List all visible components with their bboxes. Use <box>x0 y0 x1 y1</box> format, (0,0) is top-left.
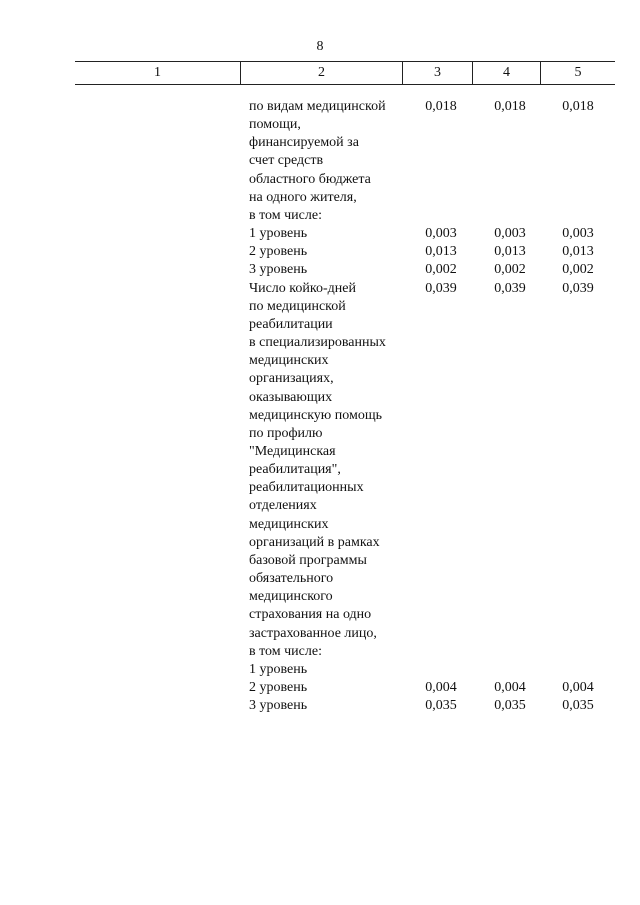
row-label: 1 уровень <box>249 226 308 242</box>
row-value-col-3: 0,004 <box>425 680 457 695</box>
table-row <box>249 243 619 261</box>
table-body <box>249 98 619 715</box>
table-row <box>249 679 619 697</box>
row-value-col-4: 0,013 <box>494 244 526 260</box>
row-value-col-4: 0,035 <box>494 698 526 714</box>
row-label: 2 уровень <box>249 244 308 260</box>
row-label: 3 уровень <box>249 262 308 278</box>
row-value-col-5: 0,002 <box>562 262 594 278</box>
row-value-col-4: 0,003 <box>494 226 526 242</box>
table-row <box>249 280 619 661</box>
header-col-3: 3 <box>403 62 473 84</box>
header-col-2: 2 <box>241 62 403 84</box>
row-value-col-4: 0,004 <box>494 680 526 695</box>
row-label: 1 уровень <box>249 661 308 677</box>
header-col-5: 5 <box>574 65 582 80</box>
row-label: Число койко-дней по медицинской реабилитации в специализированных медицинских организациях, оказывающих медицинскую помощь по профилю "Медицинская реабилитация", реабилитационных отделениях медицинских организаций в рамках базовой программы обязательного медицинского страхования на одно застрахованное лицо, в том числе: <box>249 280 386 659</box>
table-row <box>249 661 619 679</box>
row-label: 3 уровень <box>249 698 308 714</box>
row-value-col-5: 0,018 <box>562 99 594 114</box>
row-value-col-3: 0,035 <box>425 698 457 714</box>
table-row <box>249 98 619 225</box>
row-value-col-4: 0,039 <box>494 280 526 296</box>
row-label: 2 уровень <box>249 680 308 695</box>
row-value-col-4: 0,002 <box>494 262 526 278</box>
page-number: 8 <box>316 39 324 54</box>
row-value-col-5: 0,039 <box>562 280 594 296</box>
row-value-col-5: 0,013 <box>562 244 594 260</box>
row-value-col-4: 0,018 <box>494 99 526 114</box>
row-value-col-3: 0,003 <box>425 226 457 242</box>
row-label: по видам медицинской помощи, финансируемой за счет средств областного бюджета на одного жителя, в том числе: <box>249 99 386 223</box>
header-col-4: 4 <box>473 62 541 84</box>
table-row <box>249 261 619 279</box>
row-value-col-5: 0,003 <box>562 226 594 242</box>
row-value-col-3: 0,018 <box>425 99 457 114</box>
table-row <box>249 225 619 243</box>
table-header <box>75 61 615 85</box>
row-value-col-5: 0,004 <box>562 680 594 695</box>
row-value-col-3: 0,002 <box>425 262 457 278</box>
header-col-1: 1 <box>75 62 241 84</box>
table-row <box>249 697 619 715</box>
row-value-col-3: 0,039 <box>425 280 457 296</box>
row-value-col-3: 0,013 <box>425 244 457 260</box>
row-value-col-5: 0,035 <box>562 698 594 714</box>
